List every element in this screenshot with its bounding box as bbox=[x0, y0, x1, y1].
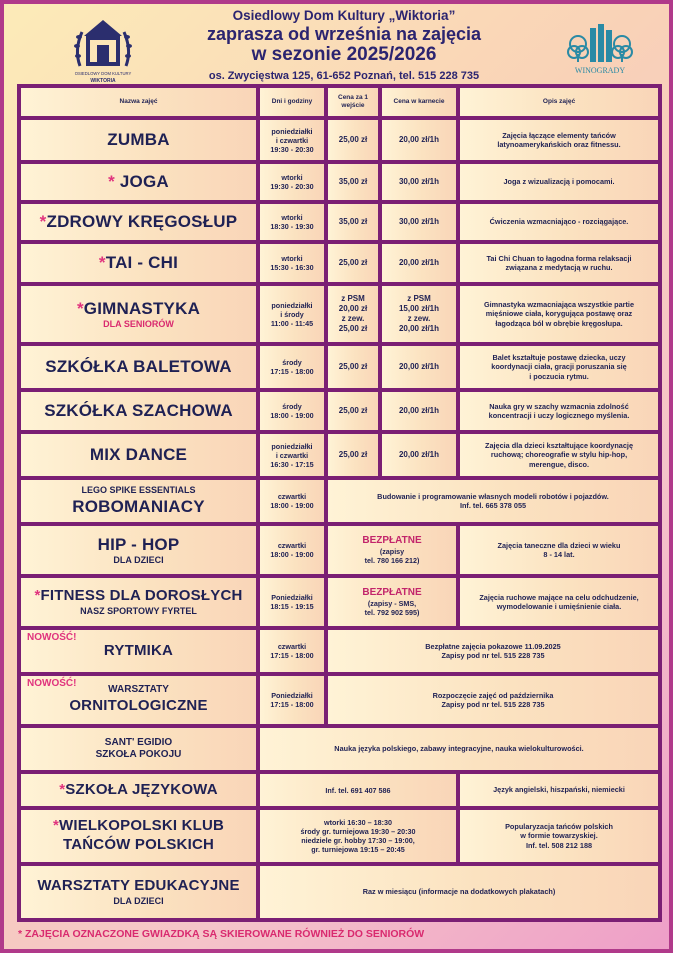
row-rytmika-desc: Bezpłatne zajęcia pokazowe 11.09.2025 Zapisy pod nr tel. 515 228 735 bbox=[328, 630, 658, 672]
row-mixdance-single: 25,00 zł bbox=[328, 434, 378, 476]
row-joga-card: 30,00 zł/1h bbox=[382, 164, 456, 200]
row-zumba-name bbox=[21, 120, 256, 160]
row-robo-desc: Budowanie i programowanie własnych modeli robotów i pojazdów. Inf. tel. 665 378 055 bbox=[328, 480, 658, 522]
row-zumba-days: poniedziałki i czwartki 19:30 - 20:30 bbox=[260, 120, 324, 160]
activity-pretitle: LEGO SPIKE ESSENTIALS bbox=[81, 484, 196, 495]
activity-title: ROBOMANIACY bbox=[72, 497, 205, 516]
activity-title: RYTMIKA bbox=[103, 641, 174, 659]
row-joga-days: wtorki 19:30 - 20:30 bbox=[260, 164, 324, 200]
activity-title: FITNESS DLA DOROSŁYCH bbox=[40, 587, 243, 604]
row-egidio-name: SANT' EGIDIO SZKOŁA POKOJU bbox=[21, 728, 256, 770]
row-kregoslup-days: wtorki 18:30 - 19:30 bbox=[260, 204, 324, 240]
row-jezykowa-name: *SZKOŁA JĘZYKOWA bbox=[21, 774, 256, 806]
row-wielkopolski-name: *WIELKOPOLSKI KLUB TAŃCÓW POLSKICH bbox=[21, 810, 256, 862]
col-header-days: Dni i godziny bbox=[260, 88, 324, 116]
footer-note: * ZAJĘCIA OZNACZONE GWIAZDKĄ SĄ SKIEROWANE RÓWNIEŻ DO SENIORÓW bbox=[18, 928, 425, 940]
row-kregoslup-name: *ZDROWY KRĘGOSŁUP bbox=[21, 204, 256, 240]
row-wielkopolski-desc: Popularyzacja tańców polskich w formie towarzyskiej. Inf. tel. 508 212 188 bbox=[460, 810, 658, 862]
row-hiphop-desc: Zajęcia taneczne dla dzieci w wieku 8 - 14 lat. bbox=[460, 526, 658, 574]
row-szachy-single: 25,00 zł bbox=[328, 392, 378, 430]
col-header-desc: Opis zajęć bbox=[460, 88, 658, 116]
row-gimnastyka-name: *GIMNASTYKA DLA SENIORÓW bbox=[21, 286, 256, 342]
activity-subtitle: DLA DZIECI bbox=[113, 895, 164, 906]
col-header-name: Nazwa zajęć bbox=[21, 88, 256, 116]
activity-title: TAI - CHI bbox=[105, 253, 179, 273]
schedule-table bbox=[17, 84, 662, 922]
activity-title: MIX DANCE bbox=[89, 445, 188, 465]
row-balet-desc: Balet kształtuje postawę dziecka, uczy koordynacji ciała, gracji poruszania się i poczucia rytmu. bbox=[460, 346, 658, 388]
row-gimnastyka-single: z PSM 20,00 zł z zew. 25,00 zł bbox=[328, 286, 378, 342]
col-header-card: Cena w karnecie bbox=[382, 88, 456, 116]
row-rytmika-days: czwartki 17:15 - 18:00 bbox=[260, 630, 324, 672]
logo-text: OSIEDLOWY DOM KULTURY bbox=[74, 71, 132, 76]
row-mixdance-days: poniedziałki i czwartki 16:30 - 17:15 bbox=[260, 434, 324, 476]
row-ornito-days: Poniedziałki 17:15 - 18:00 bbox=[260, 676, 324, 724]
row-egidio-desc: Nauka języka polskiego, zabawy integracyjne, nauka wielokulturowości. bbox=[260, 728, 658, 770]
row-rytmika-name bbox=[21, 630, 256, 672]
row-zumba-desc: Zajęcia łączące elementy tańców latynoamerykańskich oraz fitnessu. bbox=[460, 120, 658, 160]
activity-pretitle: WARSZTATY bbox=[108, 684, 169, 696]
row-zumba-card: 20,00 zł/1h bbox=[382, 120, 456, 160]
free-badge: BEZPŁATNE bbox=[362, 586, 422, 598]
activity-subtitle: DLA SENIORÓW bbox=[103, 319, 174, 329]
row-ornito-name bbox=[21, 676, 256, 724]
row-fitness-desc: Zajęcia ruchowe mające na celu odchudzenie, wymodelowanie i umięśnienie ciała. bbox=[460, 578, 658, 626]
row-wielkopolski-days: wtorki 16:30 – 18:30 środy gr. turniejowa 19:30 – 20:30 niedziele gr. hobby 17:30 – 19:00, gr. turniejowa 19:15 – 20:45 bbox=[260, 810, 456, 862]
row-edukacyjne-name bbox=[21, 866, 256, 918]
new-badge: NOWOŚĆ! bbox=[27, 678, 77, 689]
row-kregoslup-single: 35,00 zł bbox=[328, 204, 378, 240]
new-badge: NOWOŚĆ! bbox=[27, 632, 77, 643]
row-gimnastyka-desc: Gimnastyka wzmacniająca wszystkie partie mięśniowe ciała, korygująca postawę oraz łagodząca ból w obrębie kręgosłupa. bbox=[460, 286, 658, 342]
logo-name: WIKTORIA bbox=[90, 78, 116, 84]
row-mixdance-desc: Zajęcia dla dzieci kształtujące koordynację ruchową; choreografie w stylu hip-hop, merengue, disco. bbox=[460, 434, 658, 476]
row-jezykowa-info: Inf. tel. 691 407 586 bbox=[260, 774, 456, 806]
row-szachy-desc: Nauka gry w szachy wzmacnia zdolność koncentracji i uczy logicznego myślenia. bbox=[460, 392, 658, 430]
activity-title: SZKÓŁKA SZACHOWA bbox=[44, 401, 233, 421]
row-hiphop-name bbox=[21, 526, 256, 574]
activity-title: WARSZTATY EDUKACYJNE bbox=[37, 877, 240, 894]
row-szachy-name bbox=[21, 392, 256, 430]
header-line2: zaprasza od września na zajęcia bbox=[206, 24, 482, 44]
row-joga-desc: Joga z wizualizacją i pomocami. bbox=[460, 164, 658, 200]
row-fitness-days: Poniedziałki 18:15 - 19:15 bbox=[260, 578, 324, 626]
col-header-single: Cena za 1 wejście bbox=[328, 88, 378, 116]
row-taichi-days: wtorki 15:30 - 16:30 bbox=[260, 244, 324, 282]
activity-title: HIP - HOP bbox=[97, 534, 180, 554]
row-edukacyjne-desc: Raz w miesiącu (informacje na dodatkowych plakatach) bbox=[260, 866, 658, 918]
row-mixdance-card: 20,00 zł/1h bbox=[382, 434, 456, 476]
row-robo-days: czwartki 18:00 - 19:00 bbox=[260, 480, 324, 522]
activity-subtitle: DLA DZIECI bbox=[113, 555, 164, 565]
row-balet-days: środy 17:15 - 18:00 bbox=[260, 346, 324, 388]
row-hiphop-price: BEZPŁATNE (zapisy tel. 780 166 212) bbox=[328, 526, 456, 574]
activity-title: JOGA bbox=[114, 172, 169, 192]
row-balet-single: 25,00 zł bbox=[328, 346, 378, 388]
activity-title: ZUMBA bbox=[107, 130, 170, 150]
row-fitness-price: BEZPŁATNE (zapisy - SMS, tel. 792 902 595) bbox=[328, 578, 456, 626]
activity-title: ZDROWY KRĘGOSŁUP bbox=[46, 212, 238, 232]
activity-title: SZKÓŁKA BALETOWA bbox=[45, 357, 232, 377]
row-gimnastyka-card: z PSM 15,00 zł/1h z zew. 20,00 zł/1h bbox=[382, 286, 456, 342]
row-joga-name: * JOGA bbox=[21, 164, 256, 200]
row-jezykowa-desc: Język angielski, hiszpański, niemiecki bbox=[460, 774, 658, 806]
row-kregoslup-card: 30,00 zł/1h bbox=[382, 204, 456, 240]
wiktoria-logo-icon bbox=[70, 14, 136, 84]
row-taichi-single: 25,00 zł bbox=[328, 244, 378, 282]
free-badge: BEZPŁATNE bbox=[362, 534, 422, 546]
row-taichi-desc: Tai Chi Chuan to łagodna forma relaksacji związana z medytacją w ruchu. bbox=[460, 244, 658, 282]
winogrady-text: WINOGRADY bbox=[574, 66, 626, 75]
activity-subtitle: NASZ SPORTOWY FYRTEL bbox=[80, 605, 197, 616]
row-kregoslup-desc: Ćwiczenia wzmacniająco - rozciągające. bbox=[460, 204, 658, 240]
row-balet-name bbox=[21, 346, 256, 388]
row-robo-name bbox=[21, 480, 256, 522]
row-szachy-days: środy 18:00 - 19:00 bbox=[260, 392, 324, 430]
row-fitness-name: *FITNESS DLA DOROSŁYCH NASZ SPORTOWY FYRTEL bbox=[21, 578, 256, 626]
row-gimnastyka-days: poniedziałki i środy 11:00 - 11:45 bbox=[260, 286, 324, 342]
activity-title: GIMNASTYKA bbox=[83, 298, 201, 318]
activity-title: ORNITOLOGICZNE bbox=[69, 696, 208, 714]
row-ornito-desc: Rozpoczęcie zajęć od października Zapisy pod nr tel. 515 228 735 bbox=[328, 676, 658, 724]
row-joga-single: 35,00 zł bbox=[328, 164, 378, 200]
row-szachy-card: 20,00 zł/1h bbox=[382, 392, 456, 430]
winogrady-logo-icon bbox=[564, 16, 636, 76]
header-line1: Osiedlowy Dom Kultury „Wiktoria” bbox=[232, 8, 456, 23]
row-mixdance-name bbox=[21, 434, 256, 476]
activity-title: SZKOŁA JĘZYKOWA bbox=[65, 780, 218, 798]
row-zumba-single: 25,00 zł bbox=[328, 120, 378, 160]
row-balet-card: 20,00 zł/1h bbox=[382, 346, 456, 388]
row-taichi-card: 20,00 zł/1h bbox=[382, 244, 456, 282]
header-season: w sezonie 2025/2026 bbox=[251, 44, 437, 65]
header-address: os. Zwycięstwa 125, 61-652 Poznań, tel. 515 228 735 bbox=[208, 70, 480, 82]
row-hiphop-days: czwartki 18:00 - 19:00 bbox=[260, 526, 324, 574]
row-taichi-name: *TAI - CHI bbox=[21, 244, 256, 282]
